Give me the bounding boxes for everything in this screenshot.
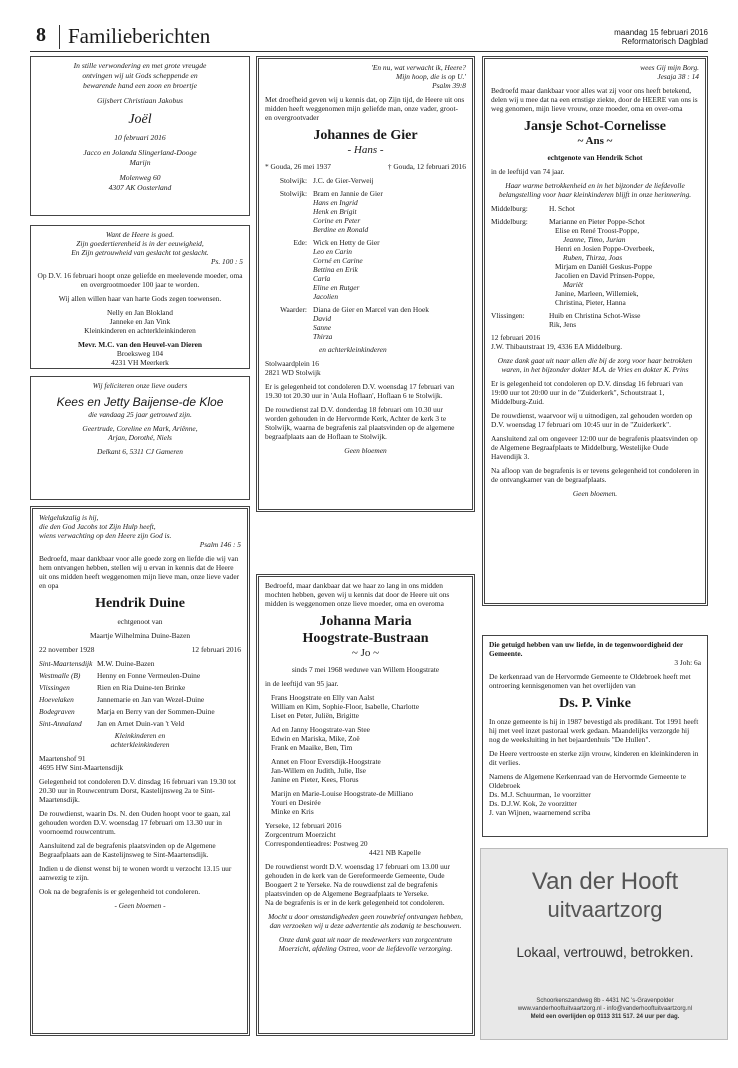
anniversary-line: die vandaag 25 jaar getrouwd zijn. (88, 410, 192, 419)
deceased-name: Ds. P. Vinke (559, 696, 631, 711)
verse-line: Mijn hoop, die is op U.' (396, 72, 466, 81)
family-block (271, 789, 466, 816)
birth-date: 22 november 1928 (39, 645, 95, 654)
spouse-name: Maartje Wilhelmina Duine-Bazen (89, 631, 191, 640)
age-line: in de leeftijd van 95 jaar. (265, 679, 339, 688)
family-row (39, 683, 241, 692)
vanderhooft-logo (493, 861, 717, 931)
address: J.W. Thibautstraat 19, 4336 EA Middelburg. (491, 342, 623, 351)
family-list (39, 659, 241, 728)
family-name: Annet en Floor Eversdijk-Hoogstrate (271, 757, 381, 766)
death-notice-schot (482, 56, 708, 606)
family-group (491, 311, 699, 329)
paragraph: Aansluitend zal de begrafenis plaatsvinden op de Algemene Begraafplaats aan de Kastelijnsweg te Sint-Maartensdijk. (39, 841, 216, 859)
family-block (271, 693, 466, 720)
family-name: Eline en Rutger (313, 283, 360, 292)
address-street: Broeksweg 104 (116, 349, 164, 358)
header-rule (30, 51, 708, 52)
verse-line: Zijn goedertierenheid is in der eeuwigheid, (76, 239, 204, 248)
paragraph: De rouwdienst zal D.V. donderdag 18 februari om 10.30 uur worden gehouden in de Hervormde Kerk, Achter de kerk 3 te Stolwijk, waarna de begrafenis zal plaatsvinden op de algemene begraafplaats aan de Hoflaan te Stolwijk. (265, 405, 455, 441)
family-row (39, 695, 241, 704)
address-city: 2821 WD Stolwijk (265, 368, 321, 377)
ad-tagline: Lokaal, vertrouwd, betrokken. (516, 945, 694, 960)
family-name: Leo en Carin (313, 247, 353, 256)
family-name: Corné en Carine (313, 256, 363, 265)
verse-line: 'En nu, wat verwacht ik, Heere? (371, 63, 466, 72)
family-name: Sanne (313, 323, 332, 332)
family-block (271, 725, 466, 752)
verse-reference: Ps. 100 : 5 (210, 257, 243, 266)
family-name: Frank en Maaike, Ben, Tim (271, 743, 353, 752)
family-names: Henny en Fonne Vermeulen-Duine (97, 671, 201, 680)
family-name: Frans Hoogstrate en Elly van Aalst (271, 693, 375, 702)
address-line: Correspondentieadres: Postweg 20 (265, 839, 368, 848)
issue-date: maandag 15 februari 2016 (614, 28, 708, 37)
family-name: Christina, Pieter, Hanna (555, 298, 626, 307)
paragraph: De rouwdienst, waarin Ds. N. den Ouden hoopt voor te gaan, zal gehouden worden D.V. woensdag 17 februari om 13.30 uur in voornoemd rouwcentrum. (39, 809, 231, 836)
paragraph: Mocht u door omstandigheden geen rouwbrief ontvangen hebben, dan verzoeken wij u deze advertentie als zodanig te beschouwen. (268, 912, 463, 930)
family-group (491, 204, 699, 213)
deceased-nickname: - Hans - (347, 144, 384, 156)
verse-reference: Jesaja 38 : 14 (657, 72, 699, 81)
quote-paragraph: Haar warme betrokkenheid en in het bijzonder de liefdevolle belangstelling voor haar kleinkinderen blijft in onze herinnering. (498, 181, 692, 199)
verse-block (489, 640, 701, 658)
parents-names: Jacco en Jolanda Slingerland-Dooge (83, 148, 197, 157)
family-list (265, 176, 466, 341)
family-name: J.C. de Gier-Verweij (313, 176, 374, 185)
children-line: Arjan, Dorothé, Niels (108, 433, 172, 442)
family-name: Liset en Peter, Juliën, Brigitte (271, 711, 359, 720)
child-name: Joël (128, 112, 152, 127)
death-date: † Gouda, 12 februari 2016 (387, 162, 466, 171)
deceased-name: Johanna Maria (319, 614, 412, 629)
address-city: 4307 AK Oosterland (108, 183, 172, 192)
header-divider (59, 25, 60, 49)
family-names: Jan en Arnet Duin-van 't Veld (97, 719, 185, 728)
family-names (549, 204, 699, 213)
paragraph: De Heere vertrooste en sterke zijn vrouw, kinderen en kleinkinderen in dit verlies. (489, 749, 699, 767)
family-line: Kleinkinderen en achterkleinkinderen (84, 326, 196, 335)
family-name: Henk en Brigit (313, 207, 357, 216)
paragraph: Wij allen willen haar van harte Gods zegen toewensen. (58, 294, 222, 303)
life-dates (265, 162, 466, 171)
logo-text-sub: uitvaartzorg (547, 897, 663, 922)
funeral-home-advertisement (480, 848, 728, 1040)
family-name: Corine en Peter (313, 216, 361, 225)
family-place: Waarder: (280, 305, 307, 314)
family-names: Marja en Berry van der Sommen-Duine (97, 707, 215, 716)
verse-reference: 3 Joh: 6a (674, 658, 701, 667)
verse-line: ontvingen wij uit Gods scheppende en (82, 71, 198, 80)
family-name: Elise en René Troost-Poppe, (555, 226, 640, 235)
intro-paragraph: De kerkenraad van de Hervormde Gemeente te Oldebroek heeft met ontroering kennisgenomen van het overlijden van (489, 672, 691, 690)
condolence-notice-vinke (482, 635, 708, 837)
grandchildren-line: Kleinkinderen en (114, 731, 166, 740)
verse-line: Want de Heere is goed. (105, 230, 175, 239)
paragraph: Er is gelegenheid tot condoleren D.V. woensdag 17 februari van 19.30 tot 20.30 uur in 'Aula Hoflaan', Hoflaan 6 te Stolwijk. (265, 382, 455, 400)
paragraph: Aansluitend zal om ongeveer 12:00 uur de begrafenis plaatsvinden op de Algemene Begraafplaats te Middelburg, Westelijke Oude Havendijk 3. (491, 434, 698, 461)
family-list (491, 204, 699, 329)
family-names (313, 189, 466, 234)
couple-names: Kees en Jetty Baijense-de Kloe (56, 395, 224, 409)
children-line: Geertrude, Coreline en Mark, Ariënne, (82, 424, 198, 433)
family-name: Jacolien en David Prinsen-Poppe, (555, 271, 655, 280)
spouse-intro: echtgenoot van (117, 617, 163, 626)
ad-web: www.vanderhooftuitvaartzorg.nl - info@vanderhooftuitvaartzorg.nl (517, 1006, 693, 1012)
header-dateline (614, 28, 708, 46)
section-title: Familieberichten (68, 24, 211, 48)
family-names: M.W. Duine-Bazen (97, 659, 155, 668)
child-full-name: Gijsbert Christiaan Jakobus (96, 96, 184, 105)
birthday-announcement-vdheuvel (30, 225, 250, 369)
family-name: Jeanne, Timo, Jurian (563, 235, 626, 244)
family-place: Sint-Maartensdijk (39, 659, 93, 668)
address-line: Zorgcentrum Moerzicht (265, 830, 336, 839)
intro-paragraph: Met droefheid geven wij u kennis dat, op Zijn tijd, de Heere uit ons midden heeft weggenomen mijn geliefde man, onze vader, groot- en overgrootvader (265, 95, 465, 122)
verse-line: In stille verwondering en met grote vreugde (73, 61, 207, 70)
family-place: Ede: (293, 238, 307, 247)
verse-line: die den God Jacobs tot Zijn Hulp heeft, (39, 522, 156, 531)
ad-address: Schoorkenszandweg 8b - 4431 NC 's-Gravenpolder (536, 998, 674, 1004)
paragraph: De rouwdienst, waarvoor wij u uitnodigen, zal gehouden worden op D.V. woensdag 17 februari om 10:45 uur in de "Zuiderkerk". (491, 411, 693, 429)
family-line: Janneke en Jan Vink (109, 317, 171, 326)
intro-paragraph: Bedroefd, maar dankbaar dat we haar zo lang in ons midden mochten hebben, geven wij u kennis dat door de Heere uit ons midden is weggenomen onze lieve moeder, oma en overoma (265, 581, 450, 608)
deceased-surname: Hoogstrate-Bustraan (302, 631, 429, 646)
family-name: Huib en Christina Schot-Wisse (549, 311, 641, 320)
sibling-name: Marijn (129, 158, 151, 167)
signature-line: J. van Wijnen, waarnemend scriba (489, 808, 591, 817)
family-place: Middelburg: (491, 204, 528, 213)
grandchildren-line: achterkleinkinderen (110, 740, 170, 749)
family-place: Stolwijk: (279, 176, 307, 185)
family-names: Rien en Ria Duine-ten Brinke (97, 683, 186, 692)
paragraph: Na afloop van de begrafenis is er tevens gelegenheid tot condoleren in de ontvangkamer van de begraafplaats. (491, 466, 699, 484)
family-name: Youri en Desirée (271, 798, 321, 807)
address-city: 4231 VH Meerkerk (111, 358, 169, 367)
paragraph: Onze dank gaat uit naar de medewerkers van zorgcentrum Moerzicht, afdeling Ostrea, voor de liefdevolle verzorging. (278, 935, 453, 953)
anniversary-announcement-kloe (30, 376, 250, 500)
verse-reference: Psalm 146 : 5 (199, 540, 241, 549)
family-group (265, 238, 466, 301)
paragraph: Op D.V. 16 februari hoopt onze geliefde en meelevende moeder, oma en overgrootmoeder 100 jaar te worden. (37, 271, 243, 289)
family-name: Mariët (563, 280, 584, 289)
family-name: Hans en Ingrid (313, 198, 358, 207)
family-place: Vlissingen: (491, 311, 525, 320)
verse-line: En Zijn getrouwheid van geslacht tot geslacht. (71, 248, 209, 257)
family-group (265, 176, 466, 185)
signature-line: Ds. M.J. Schuurman, 1e voorzitter (489, 790, 591, 799)
family-list (265, 693, 466, 816)
family-name: Jacolien (313, 292, 339, 301)
verse-line: bewarende hand een zoon en broertje (83, 81, 197, 90)
intro-paragraph: Bedroefd, maar dankbaar voor alle goede zorg en liefde die wij van hem ontvangen hebben, stellen wij u ervan in kennis dat de Heere uit ons midden heeft weggenomen mijn lieve man, onze lieve vader en opa (39, 554, 240, 590)
family-names (549, 217, 699, 307)
death-notice-de-gier (256, 56, 475, 512)
intro-paragraph: Bedroefd maar dankbaar voor alles wat zij voor ons heeft betekend, delen wij u mee dat na een ernstige ziekte, door de HEERE van ons is weg genomen, mijn lieve vrouw, onze moeder, oma en over-oma (491, 86, 698, 113)
intro-line: Wij feliciteren onze lieve ouders (92, 381, 188, 390)
birth-date: * Gouda, 26 mei 1937 (265, 162, 331, 171)
family-name: Bettina en Erik (313, 265, 358, 274)
family-name: Edwin en Mariska, Mike, Zoë (271, 734, 360, 743)
address-street: Stolwaardplein 16 (265, 359, 319, 368)
family-name: Janine, Marleen, Willemiek, (555, 289, 639, 298)
spouse-line: echtgenote van Hendrik Schot (547, 153, 643, 162)
death-date: 12 februari 2016 (191, 645, 241, 654)
deceased-nickname: ~ Jo ~ (351, 647, 380, 659)
family-group (265, 189, 466, 234)
paragraph: De rouwdienst wordt D.V. woensdag 17 februari om 13.00 uur gehouden in de kerk van de Gereformeerde Gemeente, Oude Boogaert 2 te Yerseke. Na de rouwdienst zal de begrafenis plaatsvinden op de Algemene Begraafplaats te Yerseke. (265, 862, 451, 898)
address-line: 4421 NB Kapelle (369, 848, 421, 857)
birth-date: 10 februari 2016 (114, 133, 166, 142)
family-name: Marianne en Pieter Poppe-Schot (549, 217, 645, 226)
family-name: Jan-Willem en Judith, Julie, Ilse (271, 766, 366, 775)
family-place: Vlissingen (39, 683, 70, 692)
paragraph: Gelegenheid tot condoleren D.V. dinsdag 16 februari van 19.30 tot 20.30 uur in Rouwcentrum Dorst, Kastelijnsweg 2a te Sint-Maartensdijk. (39, 777, 236, 804)
family-names (313, 176, 466, 185)
deceased-name: Jansje Schot-Cornelisse (524, 119, 666, 134)
family-name: Mirjam en Daniël Geskus-Poppe (555, 262, 653, 271)
age-line: in de leeftijd van 74 jaar. (491, 167, 565, 176)
paragraph: Ook na de begrafenis is er gelegenheid tot condoleren. (39, 887, 201, 896)
paragraph: In onze gemeente is hij in 1987 bevestigd als predikant. Tot 1991 heeft hij met veel inzet pastoraal werk gedaan. Maandelijks verzorgde hij nog de weeksluiting in het bejaardenhuis "De Hullen". (489, 717, 699, 744)
signature-line: Namens de Algemene Kerkenraad van de Hervormde Gemeente te Oldebroek (489, 772, 686, 790)
family-name: Carla (313, 274, 331, 283)
family-name: Wick en Hetty de Gier (313, 238, 380, 247)
birth-announcement-joel (30, 56, 250, 216)
family-place: Bodegraven (39, 707, 75, 716)
footer-note: Geen bloemen (344, 446, 387, 455)
address: Delkant 6, 5311 CJ Gameren (97, 447, 183, 456)
family-name: William en Kim, Sophie-Floor, Isabelle, Charlotte (271, 702, 420, 711)
family-name: Janine en Pieter, Kees, Florus (271, 775, 359, 784)
verse-line: wees Gij mijn Borg. (640, 63, 699, 72)
death-notice-hoogstrate (256, 574, 475, 1036)
death-notice-duine (30, 506, 250, 1036)
paragraph: Er is gelegenheid tot condoleren op D.V. dinsdag 16 februari van 19:00 uur tot 20:00 uur in de "Zuiderkerk", Schoutstraat 1, Middelburg-Zuid. (491, 379, 683, 406)
logo-text-main: Van der Hooft (531, 868, 679, 895)
deceased-nickname: ~ Ans ~ (577, 135, 613, 147)
family-line: Nelly en Jan Blokland (107, 308, 173, 317)
verse-line: Welgelukzalig is hij, (39, 513, 99, 522)
family-place: Hoevelaken (39, 695, 74, 704)
page-number: 8 (36, 24, 46, 46)
family-row (39, 671, 241, 680)
family-place: Stolwijk: (279, 189, 307, 198)
ad-contact (481, 997, 729, 1021)
family-name: David (313, 314, 332, 323)
family-names (313, 305, 466, 341)
family-name: Ruben, Thirza, Joas (563, 253, 623, 262)
family-row (39, 707, 241, 716)
address-street: Molenweg 60 (119, 173, 161, 182)
family-name: Bram en Jannie de Gier (313, 189, 383, 198)
family-name: Minke en Kris (271, 807, 314, 816)
family-place: Sint-Annaland (39, 719, 82, 728)
deceased-name: Johannes de Gier (313, 128, 418, 143)
family-block (271, 757, 466, 784)
family-names (313, 238, 466, 301)
family-name: Henri en Josien Poppe-Overbeek, (555, 244, 655, 253)
verse-line: Die getuigd hebben van uw liefde, in de tegenwoordigheid der Gemeente. (489, 640, 684, 658)
page-header (30, 22, 708, 52)
family-place: Westmalle (B) (39, 671, 81, 680)
paragraph: Na de begrafenis is er in de kerk gelegenheid tot condoleren. (265, 898, 445, 907)
address-street: Maartenshof 91 (39, 754, 86, 763)
thanks-paragraph: Onze dank gaat uit naar allen die bij de zorg voor haar betrokken waren, in het bijzonder dokter M.A. de Vries en dokter K. Prins (497, 356, 693, 374)
address-line: Yerseke, 12 februari 2016 (265, 821, 342, 830)
family-row (39, 719, 241, 728)
family-row (39, 659, 241, 668)
footer-note: - Geen bloemen - (114, 901, 166, 910)
deceased-name: Hendrik Duine (95, 596, 185, 611)
family-group (265, 305, 466, 341)
life-dates (39, 645, 241, 654)
family-name: Diana de Gier en Marcel van den Hoek (313, 305, 429, 314)
paper-name: Reformatorisch Dagblad (621, 37, 708, 46)
notice-date: 12 februari 2016 (491, 333, 541, 342)
verse-line: wiens verwachting op den Heere zijn God is. (39, 531, 172, 540)
family-names: Jannemarie en Jan van Wezel-Duine (97, 695, 205, 704)
family-name: Ad en Janny Hoogstrate-van Stee (271, 725, 370, 734)
celebrant-name: Mevr. M.C. van den Heuvel-van Dieren (78, 340, 202, 349)
ad-phone: Meld een overlijden op 0113 311 517. 24 uur per dag. (530, 1014, 680, 1020)
grandchildren-line: en achterkleinkinderen (319, 345, 387, 354)
family-name: Thirza (313, 332, 333, 341)
family-name: H. Schot (549, 204, 575, 213)
paragraph: Indien u de dienst wenst bij te wonen wordt u verzocht 13.15 uur aanwezig te zijn. (39, 864, 232, 882)
family-name: Marijn en Marie-Louise Hoogstrate-de Milliano (271, 789, 414, 798)
family-name: Berdine en Ronald (313, 225, 369, 234)
signature-line: Ds. D.J.W. Kok, 2e voorzitter (489, 799, 577, 808)
family-group (491, 217, 699, 307)
family-names (549, 311, 699, 329)
address-city: 4695 HW Sint-Maartensdijk (39, 763, 124, 772)
family-place: Middelburg: (491, 217, 528, 226)
family-name: Rik, Jens (549, 320, 577, 329)
widow-line: sinds 7 mei 1968 weduwe van Willem Hoogstrate (291, 665, 440, 674)
footer-note: Geen bloemen. (572, 489, 618, 498)
verse-reference: Psalm 39:8 (432, 81, 466, 90)
